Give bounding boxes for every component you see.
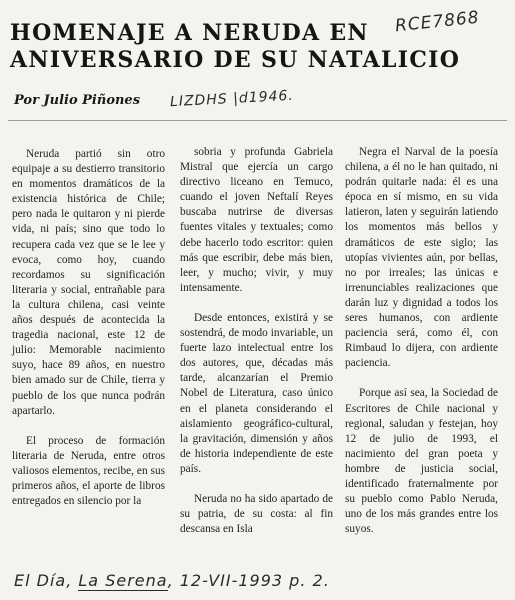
- byline: Por Julio Piñones: [14, 93, 141, 108]
- source-suffix: , 12-VII-1993 p. 2.: [167, 571, 330, 590]
- paragraph: Neruda partió sin otro equipaje a su destierro transitorio en momentos dramáticos de la existencia histórica de Chile; pero nada le quitaron y ni pierde vida, ni país; sino que todo lo recupera cada vez que se le lee y evoca, como hoy, cuando recordamos su significación literaria y social, entrañable para la cultura chilena, casi veinte años después de acontecida la tragedia nacional, este 12 de julio: Memorable nacimiento suyo, hace 89 años, en nuestro bien amado sur de Chile, tierra y pueblo de los que nunca podrán apartarlo.: [12, 148, 165, 417]
- headline: [10, 20, 461, 74]
- paragraph: Neruda no ha sido apartado de su patria, de su costa: al fin descansa en Isla: [180, 492, 333, 536]
- headline-line-1: HOMENAJE A NERUDA EN: [10, 20, 369, 46]
- headline-line-2: ANIVERSARIO DE SU NATALICIO: [10, 47, 461, 73]
- article-column-3: [345, 145, 498, 537]
- divider: [8, 120, 507, 121]
- source-city: La Serena: [78, 571, 168, 590]
- article-column-1: [12, 147, 165, 509]
- paragraph: sobria y profunda Gabriela Mistral que ejercía un cargo directivo liceano en Temuco, cuando el joven Neftalí Reyes buscaba nutrirse de diversas fuentes vitales y textuales; como debe hacerlo todo escritor: quien más que escribir, debe más bien, leer, y mucho; vivir, y muy intensamente.: [180, 146, 333, 294]
- paragraph: Porque así sea, la Sociedad de Escritores de Chile nacional y regional, saludan y festejan, hoy 12 de julio de 1993, el nacimiento del gran poeta y hombre de justicia social, identificado fraternalmente por su pueblo como Pablo Neruda, uno de los más grandes entre los suyos.: [345, 387, 498, 536]
- paragraph: El proceso de formación literaria de Neruda, entre otros valiosos elementos, recibe, en sus primeros años, el aporte de libros entregados en silencio por la: [12, 434, 165, 508]
- paragraph: Desde entonces, existirá y se sostendrá, de modo invariable, un fuerte lazo intelectual entre los dos autores, que, décadas más tarde, alcanzarían el Premio Nobel de Literatura, caso único en el planeta considerando el aislamiento geográfico-cultural, la gravitación, dimensión y años de historia independiente de este país.: [180, 311, 333, 475]
- paragraph: Negra el Narval de la poesía chilena, a él no le han quitado, ni podrán quitarle nada: él es una época en sí mismo, en su vida latieron, laten y seguirán latiendo los momentos más bellos y dramáticos de este siglo; las utopías vivientes aún, por bellas, no por irreales; las únicas e irrenunciables realizaciones que darán luz y dignidad a todos los seres humanos, con ardiente paciencia será, como él, con Rimbaud lo dijera, con ardiente paciencia.: [345, 146, 498, 370]
- article-column-2: [180, 145, 333, 537]
- handwritten-catalog-code: RCE7868: [394, 7, 481, 37]
- source-prefix: El Día,: [14, 571, 79, 590]
- handwritten-date-note: LIZDHS |d1946.: [169, 87, 295, 111]
- handwritten-source-note: [14, 571, 330, 590]
